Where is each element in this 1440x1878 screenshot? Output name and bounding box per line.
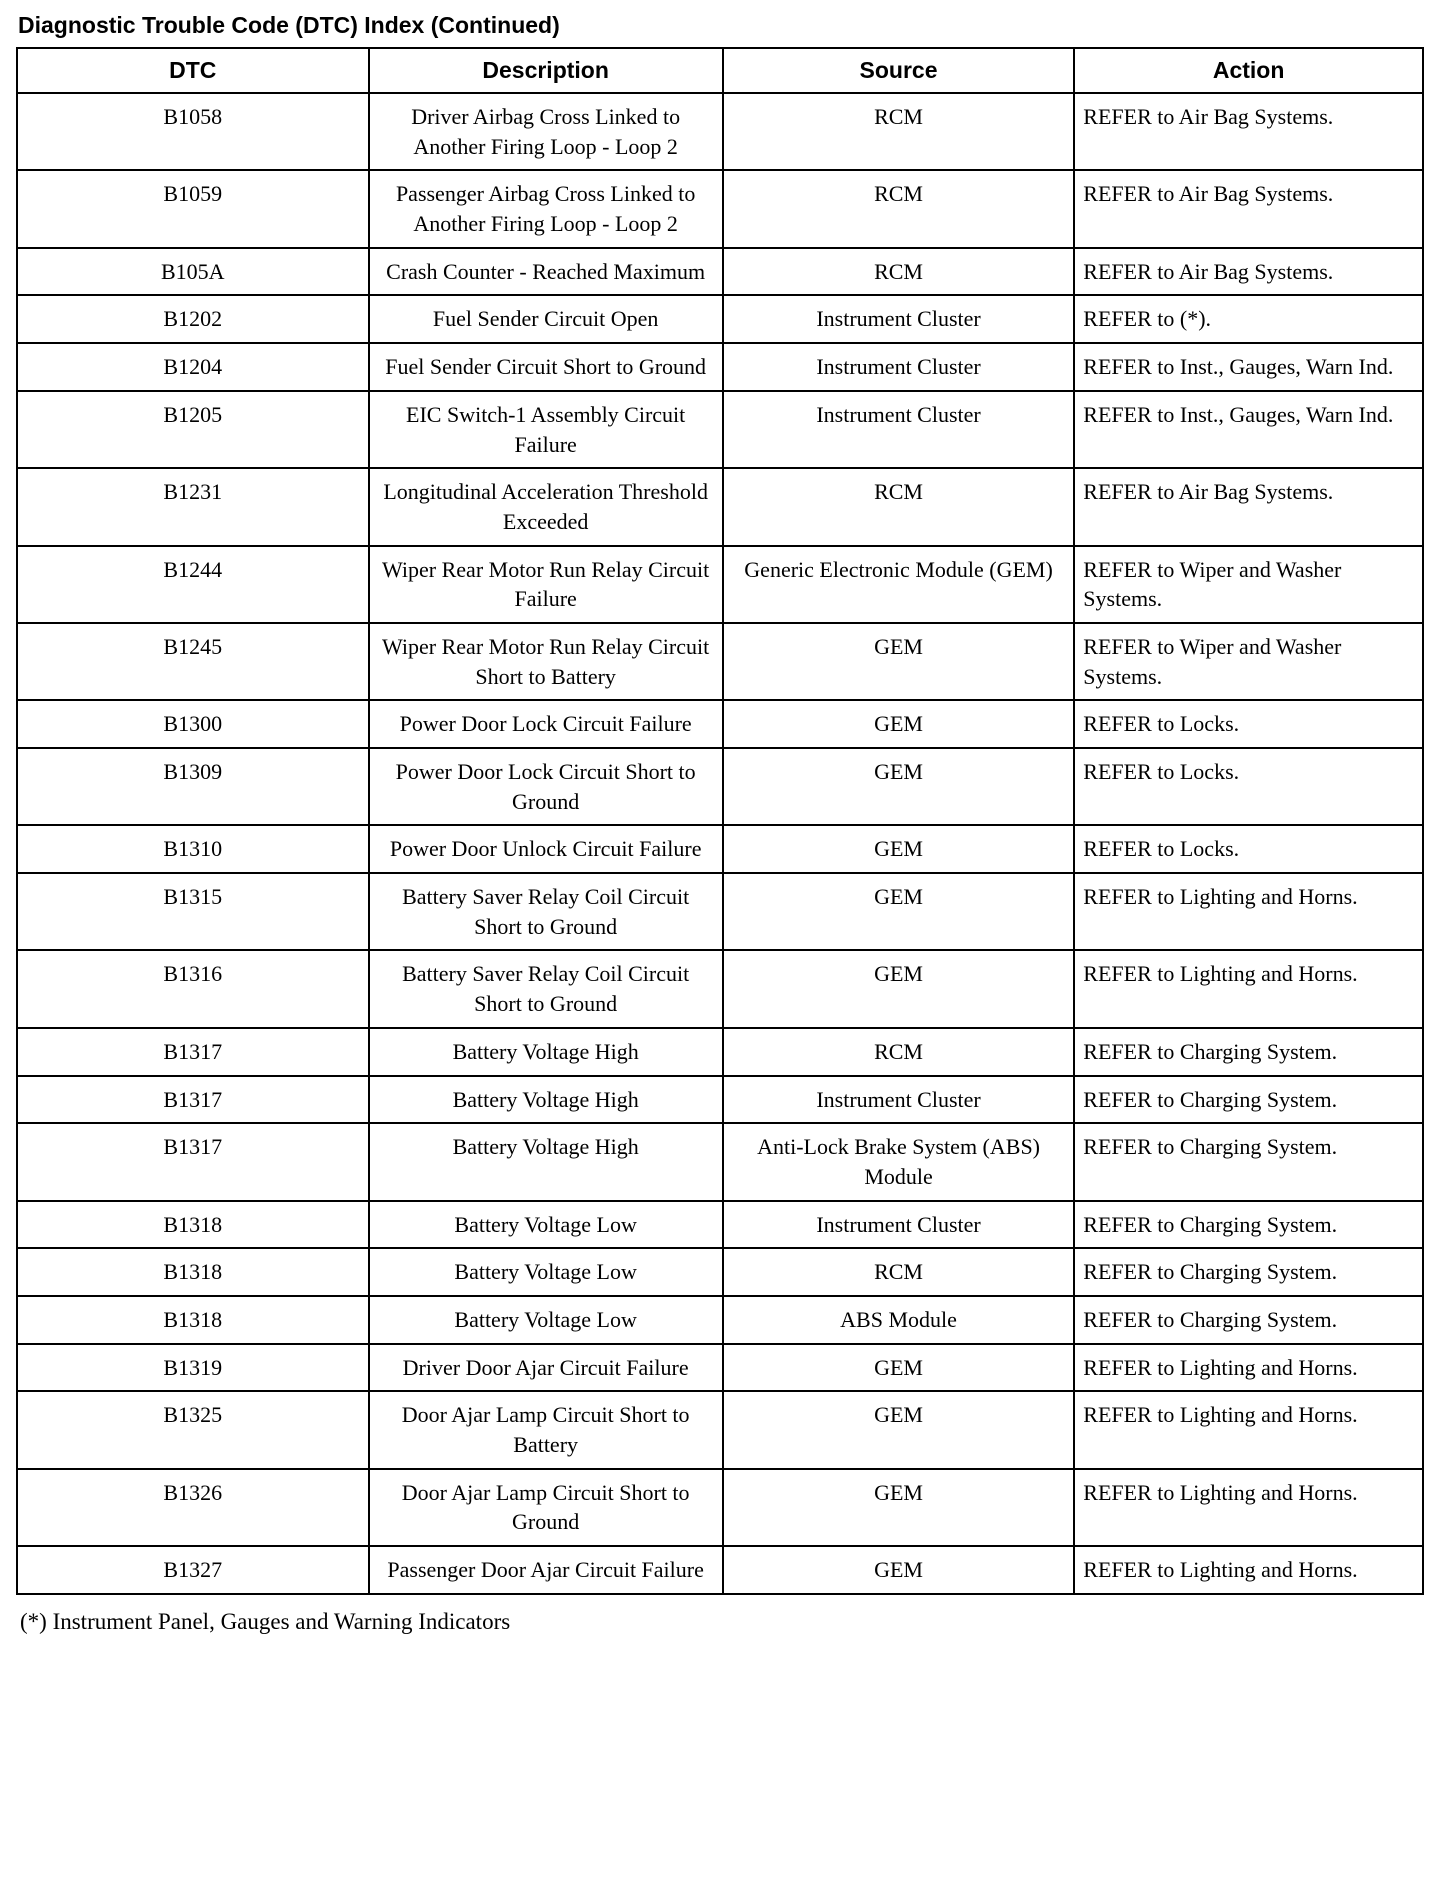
dtc-table — [16, 47, 1424, 1595]
cell-action: REFER to (*). — [1074, 295, 1423, 343]
cell-dtc: B1316 — [17, 950, 369, 1027]
cell-action: REFER to Lighting and Horns. — [1074, 1344, 1423, 1392]
cell-description: Power Door Lock Circuit Failure — [369, 700, 723, 748]
cell-description: Driver Airbag Cross Linked to Another Firing Loop - Loop 2 — [369, 93, 723, 170]
cell-action: REFER to Lighting and Horns. — [1074, 1546, 1423, 1594]
cell-description: Battery Voltage High — [369, 1028, 723, 1076]
table-row — [17, 468, 1423, 545]
cell-action: REFER to Charging System. — [1074, 1076, 1423, 1124]
cell-dtc: B1244 — [17, 546, 369, 623]
cell-dtc: B1327 — [17, 1546, 369, 1594]
cell-source: GEM — [723, 950, 1075, 1027]
cell-source: RCM — [723, 248, 1075, 296]
table-row — [17, 1201, 1423, 1249]
cell-source: Instrument Cluster — [723, 295, 1075, 343]
cell-source: GEM — [723, 1469, 1075, 1546]
cell-action: REFER to Charging System. — [1074, 1028, 1423, 1076]
cell-action: REFER to Inst., Gauges, Warn Ind. — [1074, 343, 1423, 391]
table-row — [17, 1028, 1423, 1076]
cell-action: REFER to Air Bag Systems. — [1074, 248, 1423, 296]
cell-source: GEM — [723, 825, 1075, 873]
header-cell-description: Description — [369, 48, 723, 93]
cell-source: Instrument Cluster — [723, 343, 1075, 391]
cell-description: Battery Saver Relay Coil Circuit Short to Ground — [369, 950, 723, 1027]
cell-source: GEM — [723, 1344, 1075, 1392]
cell-action: REFER to Lighting and Horns. — [1074, 950, 1423, 1027]
table-row — [17, 343, 1423, 391]
cell-action: REFER to Charging System. — [1074, 1296, 1423, 1344]
footnote: (*) Instrument Panel, Gauges and Warning Indicators — [20, 1608, 511, 1634]
cell-action: REFER to Wiper and Washer Systems. — [1074, 546, 1423, 623]
cell-dtc: B1318 — [17, 1296, 369, 1344]
cell-dtc: B1245 — [17, 623, 369, 700]
cell-dtc: B1205 — [17, 391, 369, 468]
table-row — [17, 700, 1423, 748]
table-row — [17, 1469, 1423, 1546]
table-row — [17, 1248, 1423, 1296]
cell-description: Passenger Airbag Cross Linked to Another Firing Loop - Loop 2 — [369, 170, 723, 247]
cell-source: RCM — [723, 93, 1075, 170]
table-row — [17, 1546, 1423, 1594]
cell-source: Instrument Cluster — [723, 391, 1075, 468]
table-row — [17, 825, 1423, 873]
table-row — [17, 391, 1423, 468]
cell-description: Passenger Door Ajar Circuit Failure — [369, 1546, 723, 1594]
cell-source: Generic Electronic Module (GEM) — [723, 546, 1075, 623]
cell-dtc: B1204 — [17, 343, 369, 391]
cell-description: Door Ajar Lamp Circuit Short to Ground — [369, 1469, 723, 1546]
cell-action: REFER to Locks. — [1074, 700, 1423, 748]
table-row — [17, 546, 1423, 623]
cell-action: REFER to Charging System. — [1074, 1201, 1423, 1249]
cell-description: Battery Voltage Low — [369, 1201, 723, 1249]
cell-dtc: B1202 — [17, 295, 369, 343]
cell-description: Wiper Rear Motor Run Relay Circuit Failure — [369, 546, 723, 623]
cell-source: RCM — [723, 468, 1075, 545]
cell-source: RCM — [723, 170, 1075, 247]
cell-action: REFER to Inst., Gauges, Warn Ind. — [1074, 391, 1423, 468]
cell-source: GEM — [723, 623, 1075, 700]
table-row — [17, 93, 1423, 170]
cell-dtc: B1315 — [17, 873, 369, 950]
cell-action: REFER to Locks. — [1074, 748, 1423, 825]
cell-dtc: B1319 — [17, 1344, 369, 1392]
cell-description: Door Ajar Lamp Circuit Short to Battery — [369, 1391, 723, 1468]
cell-dtc: B1231 — [17, 468, 369, 545]
table-row — [17, 1123, 1423, 1200]
cell-action: REFER to Air Bag Systems. — [1074, 93, 1423, 170]
table-row — [17, 950, 1423, 1027]
cell-source: GEM — [723, 1391, 1075, 1468]
cell-description: Fuel Sender Circuit Open — [369, 295, 723, 343]
cell-action: REFER to Charging System. — [1074, 1248, 1423, 1296]
cell-dtc: B1317 — [17, 1123, 369, 1200]
cell-description: Power Door Lock Circuit Short to Ground — [369, 748, 723, 825]
table-row — [17, 1391, 1423, 1468]
cell-dtc: B1318 — [17, 1248, 369, 1296]
cell-source: GEM — [723, 873, 1075, 950]
cell-dtc: B1325 — [17, 1391, 369, 1468]
table-row — [17, 623, 1423, 700]
table-row — [17, 1296, 1423, 1344]
cell-dtc: B1317 — [17, 1028, 369, 1076]
cell-action: REFER to Air Bag Systems. — [1074, 468, 1423, 545]
cell-dtc: B1300 — [17, 700, 369, 748]
cell-action: REFER to Lighting and Horns. — [1074, 1469, 1423, 1546]
cell-dtc: B1309 — [17, 748, 369, 825]
cell-source: GEM — [723, 700, 1075, 748]
cell-description: Battery Voltage High — [369, 1123, 723, 1200]
cell-description: Crash Counter - Reached Maximum — [369, 248, 723, 296]
cell-description: Battery Voltage Low — [369, 1296, 723, 1344]
cell-action: REFER to Charging System. — [1074, 1123, 1423, 1200]
header-cell-source: Source — [723, 48, 1075, 93]
table-row — [17, 248, 1423, 296]
table-row — [17, 748, 1423, 825]
cell-dtc: B1059 — [17, 170, 369, 247]
cell-description: Longitudinal Acceleration Threshold Exceeded — [369, 468, 723, 545]
cell-description: Fuel Sender Circuit Short to Ground — [369, 343, 723, 391]
cell-source: Instrument Cluster — [723, 1201, 1075, 1249]
cell-dtc: B1310 — [17, 825, 369, 873]
cell-dtc: B1318 — [17, 1201, 369, 1249]
dtc-table-body — [17, 93, 1423, 1594]
cell-dtc: B1058 — [17, 93, 369, 170]
cell-source: GEM — [723, 748, 1075, 825]
cell-dtc: B1326 — [17, 1469, 369, 1546]
table-row — [17, 873, 1423, 950]
cell-action: REFER to Locks. — [1074, 825, 1423, 873]
cell-action: REFER to Wiper and Washer Systems. — [1074, 623, 1423, 700]
header-cell-action: Action — [1074, 48, 1423, 93]
cell-description: Driver Door Ajar Circuit Failure — [369, 1344, 723, 1392]
cell-description: Battery Voltage High — [369, 1076, 723, 1124]
table-row — [17, 1076, 1423, 1124]
cell-description: Battery Voltage Low — [369, 1248, 723, 1296]
cell-action: REFER to Air Bag Systems. — [1074, 170, 1423, 247]
cell-description: EIC Switch-1 Assembly Circuit Failure — [369, 391, 723, 468]
table-row — [17, 170, 1423, 247]
cell-dtc: B105A — [17, 248, 369, 296]
header-cell-dtc: DTC — [17, 48, 369, 93]
table-row — [17, 1344, 1423, 1392]
cell-action: REFER to Lighting and Horns. — [1074, 873, 1423, 950]
cell-source: RCM — [723, 1028, 1075, 1076]
page-title: Diagnostic Trouble Code (DTC) Index (Continued) — [18, 12, 560, 38]
table-header-row — [17, 48, 1423, 93]
cell-source: RCM — [723, 1248, 1075, 1296]
cell-source: Anti-Lock Brake System (ABS) Module — [723, 1123, 1075, 1200]
cell-description: Battery Saver Relay Coil Circuit Short to Ground — [369, 873, 723, 950]
cell-source: ABS Module — [723, 1296, 1075, 1344]
cell-source: GEM — [723, 1546, 1075, 1594]
table-row — [17, 295, 1423, 343]
cell-dtc: B1317 — [17, 1076, 369, 1124]
cell-action: REFER to Lighting and Horns. — [1074, 1391, 1423, 1468]
cell-description: Power Door Unlock Circuit Failure — [369, 825, 723, 873]
cell-source: Instrument Cluster — [723, 1076, 1075, 1124]
cell-description: Wiper Rear Motor Run Relay Circuit Short to Battery — [369, 623, 723, 700]
